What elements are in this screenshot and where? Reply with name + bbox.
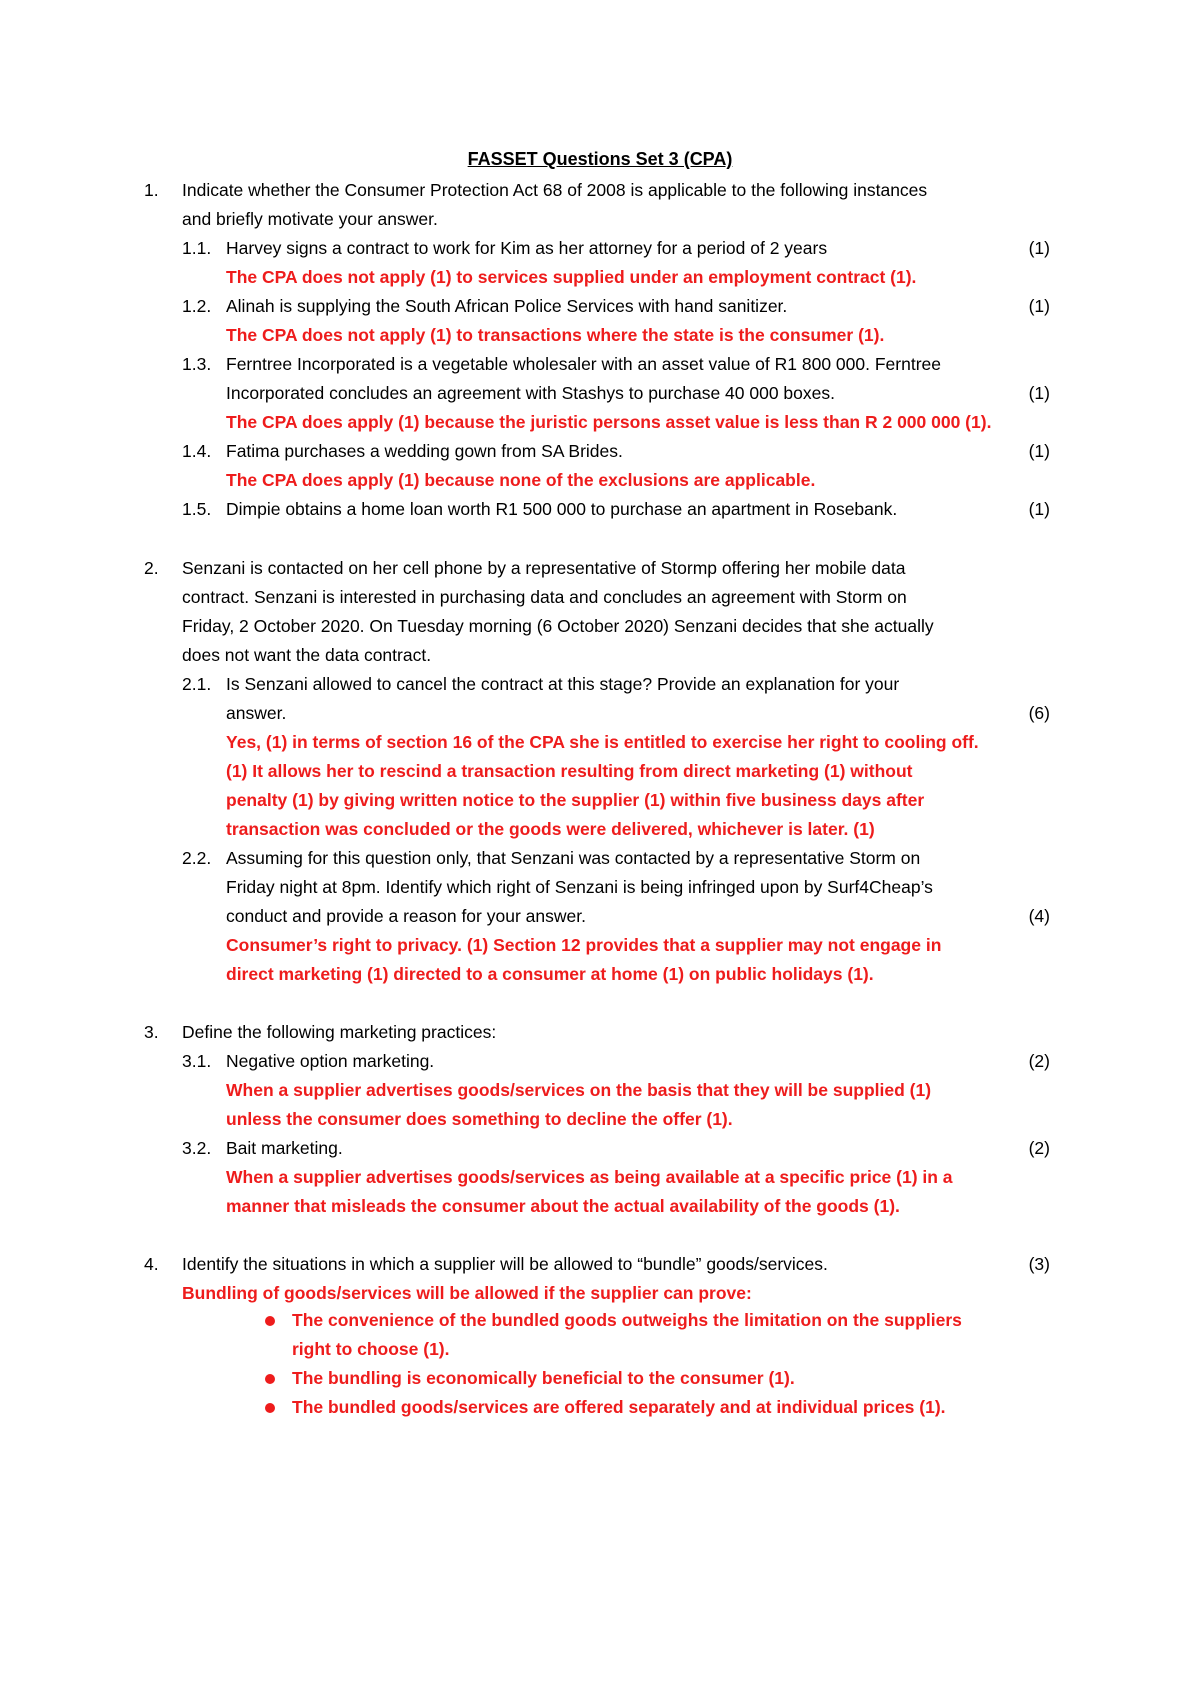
q2-2-number: 2.2. (182, 848, 212, 868)
q1-text-line-1: Indicate whether the Consumer Protection Act 68 of 2008 is applicable to the following instances (182, 180, 928, 200)
q1-text-line-2: and briefly motivate your answer. (182, 209, 438, 229)
q2-1-mark: (6) (1028, 703, 1050, 723)
bullet-icon (265, 1374, 275, 1384)
q2-1-number: 2.1. (182, 674, 212, 694)
bullet-icon (265, 1316, 275, 1326)
q1-3-text-line-1: Ferntree Incorporated is a vegetable wholesaler with an asset value of R1 800 000. Ferntree (226, 354, 941, 374)
q1-5-number: 1.5. (182, 499, 212, 519)
q1-number: 1. (144, 180, 159, 200)
q2-2-text-line-2: Friday night at 8pm. Identify which right of Senzani is being infringed upon by Surf4Cheap’s (226, 877, 933, 897)
q1-2-text: Alinah is supplying the South African Police Services with hand sanitizer. (226, 296, 788, 316)
q1-3-text-line-2: Incorporated concludes an agreement with Stashys to purchase 40 000 boxes. (226, 383, 835, 403)
q3-1-mark: (2) (1028, 1051, 1050, 1071)
q2-text-line-1: Senzani is contacted on her cell phone by a representative of Stormp offering her mobile data (182, 558, 906, 578)
q3-2-text: Bait marketing. (226, 1138, 343, 1158)
q2-2-text-line-3: conduct and provide a reason for your answer. (226, 906, 586, 926)
q2-1-answer-line-1: Yes, (1) in terms of section 16 of the CPA she is entitled to exercise her right to cooling off. (226, 732, 979, 752)
q3-number: 3. (144, 1022, 159, 1042)
q3-1-number: 3.1. (182, 1051, 212, 1071)
q4-bullet-1-line-2: right to choose (1). (292, 1339, 450, 1359)
q3-2-mark: (2) (1028, 1138, 1050, 1158)
q1-3-number: 1.3. (182, 354, 212, 374)
q3-1-text: Negative option marketing. (226, 1051, 435, 1071)
q4-mark: (3) (1028, 1254, 1050, 1274)
q4-bullet-3: The bundled goods/services are offered separately and at individual prices (1). (292, 1397, 946, 1417)
q2-1-answer-line-2: (1) It allows her to rescind a transaction resulting from direct marketing (1) without (226, 761, 913, 781)
q2-text-line-2: contract. Senzani is interested in purchasing data and concludes an agreement with Storm on (182, 587, 907, 607)
q1-4-answer: The CPA does apply (1) because none of the exclusions are applicable. (226, 470, 816, 490)
q2-2-answer-line-1: Consumer’s right to privacy. (1) Section 12 provides that a supplier may not engage in (226, 935, 942, 955)
q1-5-text: Dimpie obtains a home loan worth R1 500 000 to purchase an apartment in Rosebank. (226, 499, 898, 519)
q1-1-answer: The CPA does not apply (1) to services supplied under an employment contract (1). (226, 267, 917, 287)
q1-5-mark: (1) (1028, 499, 1050, 519)
q3-2-answer-line-2: manner that misleads the consumer about the actual availability of the goods (1). (226, 1196, 900, 1216)
q2-1-answer-line-3: penalty (1) by giving written notice to the supplier (1) within five business days after (226, 790, 925, 810)
bullet-icon (265, 1403, 275, 1413)
q2-1-text-line-1: Is Senzani allowed to cancel the contract at this stage? Provide an explanation for your (226, 674, 900, 694)
q3-1-answer-line-2: unless the consumer does something to decline the offer (1). (226, 1109, 733, 1129)
q1-2-mark: (1) (1028, 296, 1050, 316)
q1-2-number: 1.2. (182, 296, 212, 316)
q2-1-answer-line-4: transaction was concluded or the goods were delivered, whichever is later. (1) (226, 819, 875, 839)
q3-2-number: 3.2. (182, 1138, 212, 1158)
q3-text: Define the following marketing practices: (182, 1022, 497, 1042)
q2-number: 2. (144, 558, 159, 578)
document-title: FASSET Questions Set 3 (CPA) (467, 149, 733, 169)
q4-answer-intro: Bundling of goods/services will be allowed if the supplier can prove: (182, 1283, 752, 1303)
q1-3-mark: (1) (1028, 383, 1050, 403)
q2-text-line-3: Friday, 2 October 2020. On Tuesday morning (6 October 2020) Senzani decides that she actually (182, 616, 934, 636)
q2-1-text-line-2: answer. (226, 703, 287, 723)
q4-text: Identify the situations in which a supplier will be allowed to “bundle” goods/services. (182, 1254, 828, 1274)
q4-bullet-1-line-1: The convenience of the bundled goods outweighs the limitation on the suppliers (292, 1310, 962, 1330)
q1-4-number: 1.4. (182, 441, 212, 461)
q1-1-number: 1.1. (182, 238, 212, 258)
q1-3-answer: The CPA does apply (1) because the juristic persons asset value is less than R 2 000 000 (1). (226, 412, 992, 432)
q2-text-line-4: does not want the data contract. (182, 645, 432, 665)
q3-1-answer-line-1: When a supplier advertises goods/services on the basis that they will be supplied (1) (226, 1080, 932, 1100)
q1-4-mark: (1) (1028, 441, 1050, 461)
q2-2-text-line-1: Assuming for this question only, that Senzani was contacted by a representative Storm on (226, 848, 921, 868)
q1-2-answer: The CPA does not apply (1) to transactions where the state is the consumer (1). (226, 325, 885, 345)
q2-2-mark: (4) (1028, 906, 1050, 926)
q1-1-mark: (1) (1028, 238, 1050, 258)
q1-4-text: Fatima purchases a wedding gown from SA Brides. (226, 441, 623, 461)
q4-bullet-2: The bundling is economically beneficial to the consumer (1). (292, 1368, 795, 1388)
q3-2-answer-line-1: When a supplier advertises goods/services as being available at a specific price (1) in a (226, 1167, 953, 1187)
q4-number: 4. (144, 1254, 159, 1274)
q1-1-text: Harvey signs a contract to work for Kim as her attorney for a period of 2 years (226, 238, 828, 258)
q2-2-answer-line-2: direct marketing (1) directed to a consumer at home (1) on public holidays (1). (226, 964, 874, 984)
